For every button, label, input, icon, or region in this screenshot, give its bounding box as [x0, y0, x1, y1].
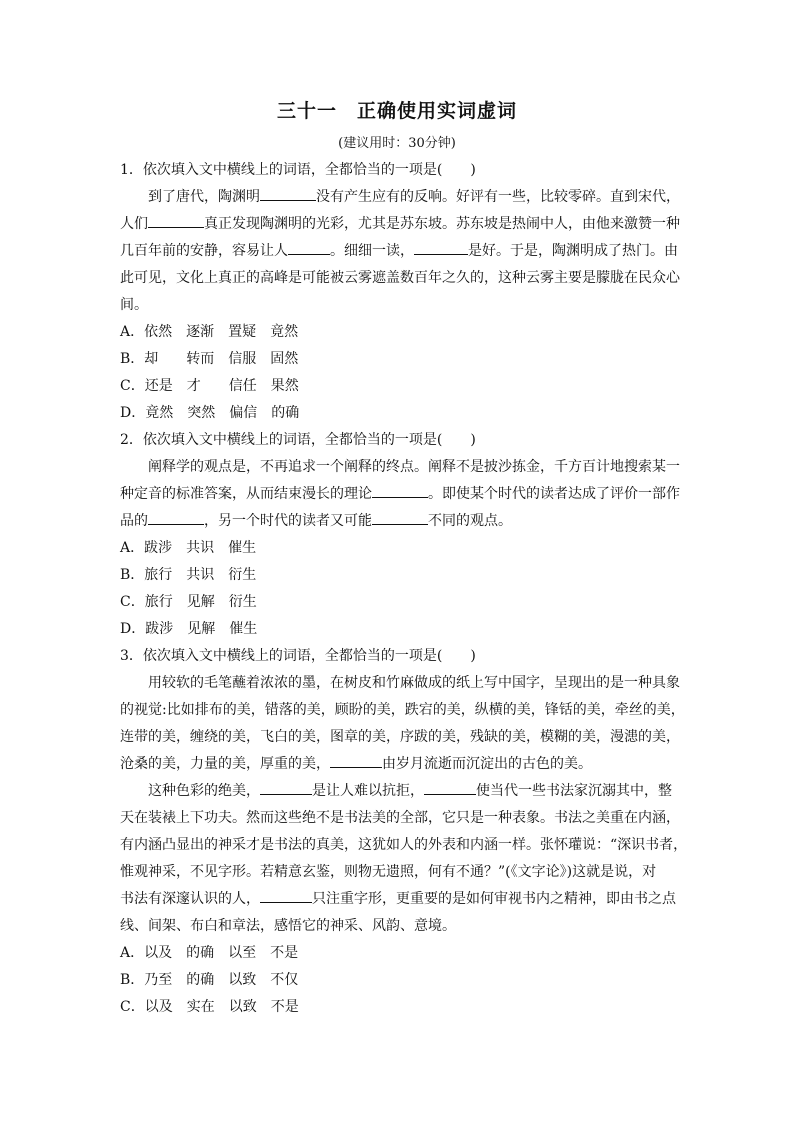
answer-blank: [148, 212, 204, 228]
answer-blank: [260, 887, 312, 903]
q1-option-a: A．依然 逐渐 置疑 竟然: [120, 324, 299, 340]
q3-option-c: C．以及 实在 以致 不是: [120, 999, 299, 1015]
q3-passage-line: 连带的美，缠绕的美，飞白的美，图章的美，序跋的美，残缺的美，模糊的美，漫漶的美，: [120, 729, 680, 745]
q1-passage-line: 几百年前的安静，容易让人 。细细一读， 是好。于是，陶渊明成了热门。由: [120, 238, 680, 265]
q3-passage-line: 有内涵凸显出的神采才是书法的真美，这犹如人的外表和内涵一样。张怀瓘说：“深识书者，: [120, 837, 688, 853]
q1-option-c: C．还是 才 信任 果然: [120, 378, 299, 394]
q3-passage-line: 天在装裱上下功夫。然而这些绝不是书法美的全部，它只是一种表象。书法之美重在内涵，: [120, 810, 680, 826]
q2-passage-line: 阐释学的观点是，不再追求一个阐释的终点。阐释不是披沙拣金，千方百计地搜索某一: [148, 459, 680, 475]
q1-stem: 1．依次填入文中横线上的词语，全都恰当的一项是( ): [120, 162, 476, 178]
q2-option-a: A．跋涉 共识 催生: [120, 540, 257, 556]
answer-blank: [288, 239, 330, 255]
q2-stem: 2．依次填入文中横线上的词语，全都恰当的一项是( ): [120, 432, 476, 448]
q2-option-b: B．旅行 共识 衍生: [120, 567, 257, 583]
q3-option-a: A．以及 的确 以至 不是: [120, 945, 299, 961]
q3-stem: 3．依次填入文中横线上的词语，全都恰当的一项是( ): [120, 648, 476, 664]
answer-blank: [414, 239, 468, 255]
q2-option-c: C．旅行 见解 衍生: [120, 594, 257, 610]
answer-blank: [424, 779, 476, 795]
q1-passage-line: 到了唐代，陶渊明 没有产生应有的反响。好评有一些，比较零碎。直到宋代，: [120, 184, 680, 211]
q3-passage-line: 惟观神采，不见字形。若精意玄鉴，则物无遗照，何有不通？”(《文字论》)这就是说，对: [120, 864, 657, 880]
q1-passage-line: 人们 真正发现陶渊明的光彩，尤其是苏东坡。苏东坡是热闹中人，由他来激赞一种: [120, 211, 680, 238]
q3-passage-line: 书法有深邃认识的人， 只注重字形，更重要的是如何审视书内之精神，即由书之点: [120, 886, 680, 913]
q2-passage-line: 品的 ，另一个时代的读者又可能 不同的观点。: [120, 508, 680, 535]
question-list: [120, 157, 688, 1021]
page-title: 三十一 正确使用实词虚词: [276, 100, 517, 122]
answer-blank: [330, 752, 382, 768]
q3-passage-line: 沧桑的美，力量的美，厚重的美， 由岁月流逝而沉淀出的古色的美。: [120, 751, 680, 778]
q2-option-d: D．跋涉 见解 催生: [120, 621, 258, 637]
q3-passage-line: 的视觉:比如排布的美，错落的美，顾盼的美，跌宕的美，纵横的美，锋铦的美，牵丝的美，: [120, 702, 685, 718]
q1-option-d: D．竟然 突然 偏信 的确: [120, 405, 300, 421]
answer-blank: [372, 509, 428, 525]
q3-passage-line: 这种色彩的绝美， 是让人难以抗拒， 使当代一些书法家沉溺其中，整: [120, 778, 680, 805]
answer-blank: [148, 509, 204, 525]
q1-passage-line: 此可见，文化上真正的高峰是可能被云雾遮盖数百年之久的，这种云雾主要是朦胧在民众心: [120, 270, 680, 286]
answer-blank: [260, 779, 312, 795]
q3-passage-line: 线、间架、布白和章法，感悟它的神采、风韵、意境。: [120, 918, 456, 934]
q3-passage-line: 用较软的毛笔蘸着浓浓的墨，在树皮和竹麻做成的纸上写中国字，呈现出的是一种具象: [148, 675, 680, 691]
answer-blank: [260, 185, 316, 201]
answer-blank: [372, 482, 428, 498]
q1-passage-line: 间。: [120, 297, 148, 313]
q2-passage-line: 种定音的标准答案，从而结束漫长的理论 。即使某个时代的读者达成了评价一部作: [120, 481, 680, 508]
time-suggestion: (建议用时：30分钟): [338, 136, 456, 151]
q3-option-b: B．乃至 的确 以致 不仅: [120, 972, 299, 988]
q1-option-b: B．却 转而 信服 固然: [120, 351, 299, 367]
